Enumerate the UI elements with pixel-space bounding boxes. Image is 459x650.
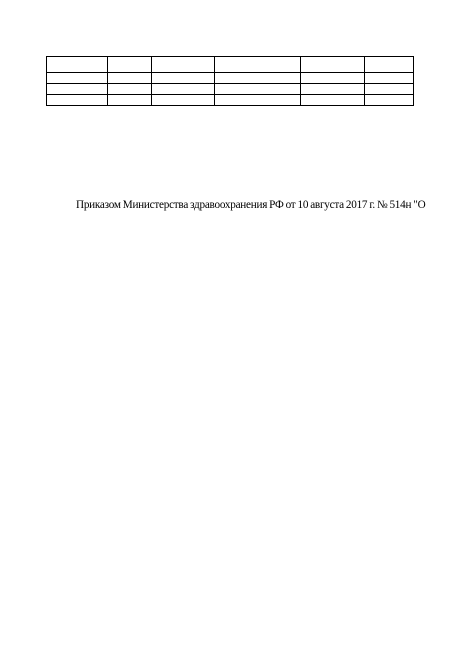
table-cell: [47, 84, 108, 95]
table-cell: [47, 95, 108, 106]
table-cell: [108, 84, 152, 95]
table-cell: [365, 84, 414, 95]
table-cell: [47, 57, 108, 73]
table-cell: [301, 95, 365, 106]
table-cell: [108, 95, 152, 106]
table-cell: [152, 95, 215, 106]
table-cell: [215, 95, 301, 106]
table-cell: [215, 73, 301, 84]
table-cell: [215, 84, 301, 95]
table-row: [47, 57, 414, 73]
table-cell: [301, 73, 365, 84]
table-cell: [152, 57, 215, 73]
table-cell: [365, 95, 414, 106]
table-row: [47, 73, 414, 84]
table-row: [47, 95, 414, 106]
table-row: [47, 84, 414, 95]
table-cell: [365, 73, 414, 84]
table-cell: [152, 84, 215, 95]
table-cell: [365, 57, 414, 73]
empty-table: [46, 56, 414, 106]
table-cell: [108, 57, 152, 73]
table-cell: [301, 84, 365, 95]
order-reference-text: Приказом Министерства здравоохранения РФ от 10 августа 2017 г. № 514н "О: [76, 199, 426, 211]
table-cell: [152, 73, 215, 84]
table-cell: [108, 73, 152, 84]
table-cell: [301, 57, 365, 73]
table-cell: [47, 73, 108, 84]
table-cell: [215, 57, 301, 73]
